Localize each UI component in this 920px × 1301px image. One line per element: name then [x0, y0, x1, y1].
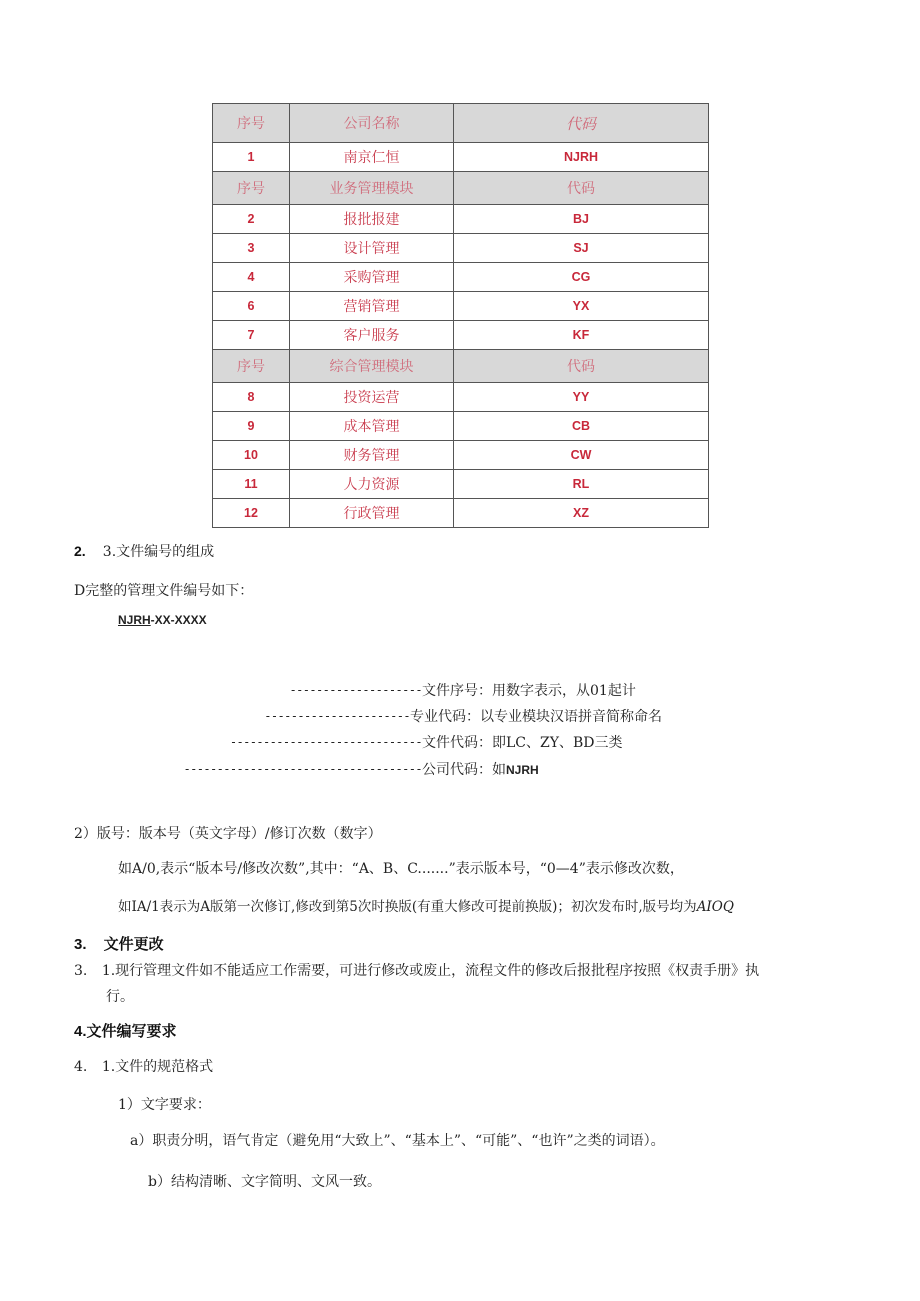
table-row [213, 441, 709, 470]
header-num: 序号 [213, 172, 290, 205]
header-name: 业务管理模块 [290, 172, 454, 205]
section-4-heading: 4.文件编写要求 [74, 1023, 177, 1040]
table-row [213, 263, 709, 292]
business-header-row [213, 172, 709, 205]
section-4-1-number: 4. [74, 1059, 88, 1075]
table-row [213, 292, 709, 321]
table-row [213, 499, 709, 528]
row-num: 4 [213, 263, 290, 292]
dash-line-4-dashes: ------------------------------------ [183, 762, 422, 776]
section-3-paragraph-number: 3. [74, 963, 88, 979]
section-4-1-title: 1.文件的规范格式 [101, 1059, 214, 1075]
requirement-a: a）职责分明，语气肯定（避免用“大致上”、“基本上”、“可能”、“也许”之类的词语）。 [130, 1133, 665, 1149]
row-name: 客户服务 [290, 321, 454, 350]
row-name: 成本管理 [290, 412, 454, 441]
code-table [212, 103, 709, 528]
text-requirements-heading: 1）文字要求： [118, 1097, 211, 1113]
row-num: 2 [213, 205, 290, 234]
table-row [213, 205, 709, 234]
row-name: 财务管理 [290, 441, 454, 470]
company-header-row [213, 104, 709, 143]
table-row [213, 234, 709, 263]
dash-line-2-dashes: ---------------------- [264, 709, 410, 723]
section-3-paragraph-line-1: 1.现行管理文件如不能适应工作需要，可进行修改或废止，流程文件的修改后报批程序按照《权责手册》执 [101, 963, 760, 979]
row-code: SJ [454, 234, 709, 263]
header-code: 代码 [454, 172, 709, 205]
row-code: BJ [454, 205, 709, 234]
row-code: YY [454, 383, 709, 412]
row-code: CG [454, 263, 709, 292]
row-name: 投资运营 [290, 383, 454, 412]
row-code: YX [454, 292, 709, 321]
row-name: 设计管理 [290, 234, 454, 263]
header-num: 序号 [213, 104, 290, 143]
dash-line-4-text [422, 759, 539, 779]
row-name: 报批报建 [290, 205, 454, 234]
row-num: 3 [213, 234, 290, 263]
row-name: 采购管理 [290, 263, 454, 292]
row-name: 人力资源 [290, 470, 454, 499]
row-num: 12 [213, 499, 290, 528]
row-code: XZ [454, 499, 709, 528]
section-3-paragraph-line-2: 行。 [106, 989, 134, 1005]
section-2-number: 2. [74, 543, 86, 559]
section-3-number: 3. [74, 936, 87, 953]
section-3-paragraph [74, 960, 759, 980]
section-3-heading [74, 933, 164, 954]
general-header-row [213, 350, 709, 383]
version-paragraph-1: 如A/0,表示“版本号/修改次数”,其中：“A、B、C.......”表示版本号，“0—4”表示修改次数， [118, 861, 684, 877]
row-num: 9 [213, 412, 290, 441]
section-3-title: 文件更改 [103, 936, 164, 953]
version-paragraph-2-text: 如IA/1表示为A版第一次修订,修改到第5次时换版(有重大修改可提前换版)；初次发布时,版号均为 [118, 899, 697, 915]
version-title: 2）版号：版本号（英文字母）/修订次数（数字） [74, 826, 382, 842]
dash-line-3-dashes: ----------------------------- [229, 735, 422, 749]
header-name: 综合管理模块 [290, 350, 454, 383]
dash-line-1-dashes: -------------------- [289, 683, 422, 697]
requirement-b: b）结构清晰、文字简明、文风一致。 [148, 1174, 381, 1190]
version-initial-code: AIOQ [696, 899, 734, 915]
row-name: 行政管理 [290, 499, 454, 528]
table-row [213, 321, 709, 350]
code-format-suffix: -XX-XXXX [150, 613, 207, 627]
row-num: 1 [213, 143, 290, 172]
row-name: 南京仁恒 [290, 143, 454, 172]
header-num: 序号 [213, 350, 290, 383]
table-row [213, 470, 709, 499]
header-code: 代码 [454, 350, 709, 383]
section-4-1-heading [74, 1056, 213, 1076]
row-code: RL [454, 470, 709, 499]
dash-line-4-code: NJRH [506, 763, 539, 777]
header-name: 公司名称 [290, 104, 454, 143]
row-code: CW [454, 441, 709, 470]
header-code: 代码 [454, 104, 709, 143]
dash-line-1-text: 文件序号：用数字表示，从01起计 [422, 683, 636, 699]
row-num: 11 [213, 470, 290, 499]
table-row [213, 383, 709, 412]
numbering-intro: D完整的管理文件编号如下： [74, 583, 254, 599]
row-name: 营销管理 [290, 292, 454, 321]
company-code-sample: NJRH [118, 613, 151, 627]
version-paragraph-2 [118, 895, 734, 915]
row-num: 7 [213, 321, 290, 350]
dash-line-4-label: 公司代码：如 [422, 762, 506, 778]
dash-line-2-text: 专业代码：以专业模块汉语拼音简称命名 [410, 709, 662, 725]
row-code: KF [454, 321, 709, 350]
row-num: 6 [213, 292, 290, 321]
row-num: 10 [213, 441, 290, 470]
table-row [213, 412, 709, 441]
table-row [213, 143, 709, 172]
section-2-title: 3.文件编号的组成 [102, 544, 215, 560]
numbering-format [118, 613, 207, 627]
section-2-heading [74, 541, 214, 561]
row-code: CB [454, 412, 709, 441]
row-code: NJRH [454, 143, 709, 172]
row-num: 8 [213, 383, 290, 412]
dash-line-3-text: 文件代码：即LC、ZY、BD三类 [422, 735, 623, 751]
